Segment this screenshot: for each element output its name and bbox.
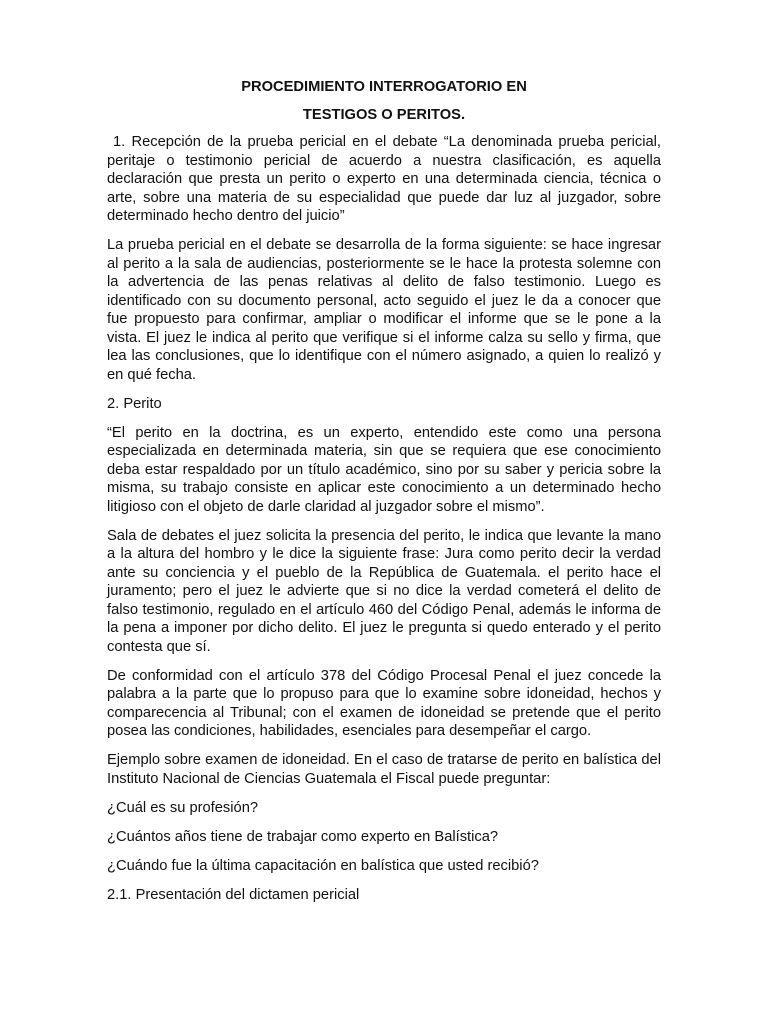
paragraph-reception-of-expert-evidence: 1. Recepción de la prueba pericial en el debate “La denominada prueba pericial, peritaje o testimonio pericial de acuerdo a nuestra clasificación, es aquella declaración que presta un perito o experto en una determinada ciencia, técnica o arte, sobre una materia de su especialidad que puede dar luz al juzgador, sobre determinado hecho dentro del juicio” [107,134,661,224]
paragraph-oath-procedure: Sala de debates el juez solicita la presencia del perito, le indica que levante la mano a la altura del hombro y le dice la siguiente frase: Jura como perito decir la verdad ante su conciencia y el pueblo de la República de Guatemala. el perito hace el juramento; pero el juez le advierte que si no dice la verdad cometerá el delito de falso testimonio, regulado en el artículo 460 del Código Penal, además le informa de la pena a imponer por dicho delito. El juez le pregunta si quedo enterado y el perito contesta que sí. [107,527,661,655]
document-title-line-1: PROCEDIMIENTO INTERROGATORIO EN [241,79,527,95]
question-last-training: ¿Cuándo fue la última capacitación en balística que usted recibió? [107,857,539,874]
document-title-line-2: TESTIGOS O PERITOS. [302,106,466,123]
paragraph-expert-definition: “El perito en la doctrina, es un experto, entendido este como una persona especializada en determinada materia, sin que se requiera que ese conocimiento deba estar respaldado por un título académico, sino por su saber y pericia sobre la misma, su trabajo consiste en aplicar este conocimiento a un determinado hecho litigioso con el objeto de darle claridad al juzgador sobre el mismo”. [107,424,661,515]
section-heading-dictamen: 2.1. Presentación del dictamen pericial [107,886,360,903]
document-page [107,78,661,915]
section-heading-perito: 2. Perito [107,395,162,412]
question-years-experience: ¿Cuántos años tiene de trabajar como experto en Balística? [107,828,499,845]
paragraph-article-378: De conformidad con el artículo 378 del Código Procesal Penal el juez concede la palabra a la parte que lo propuso para que lo examine sobre idoneidad, hechos y comparecencia al Tribunal; con el examen de idoneidad se pretende que el perito posea las condiciones, habilidades, esenciales para desempeñar el cargo. [107,667,661,739]
question-profession: ¿Cuál es su profesión? [107,799,259,816]
paragraph-suitability-example: Ejemplo sobre examen de idoneidad. En el caso de tratarse de perito en balística del Instituto Nacional de Ciencias Guatemala el Fiscal puede preguntar: [107,752,661,787]
paragraph-expert-evidence-procedure: La prueba pericial en el debate se desarrolla de la forma siguiente: se hace ingresar al perito a la sala de audiencias, posteriormente se le hace la protesta solemne con la advertencia de las penas relativas al delito de falso testimonio. Luego es identificado con su documento personal, acto seguido el juez le da a conocer que fue propuesto para confirmar, ampliar o modificar el informe que se le pone a la vista. El juez le indica al perito que verifique si el informe calza su sello y firma, que lea las conclusiones, que lo identifique con el número asignado, a quien lo realizó y en qué fecha. [107,237,661,383]
